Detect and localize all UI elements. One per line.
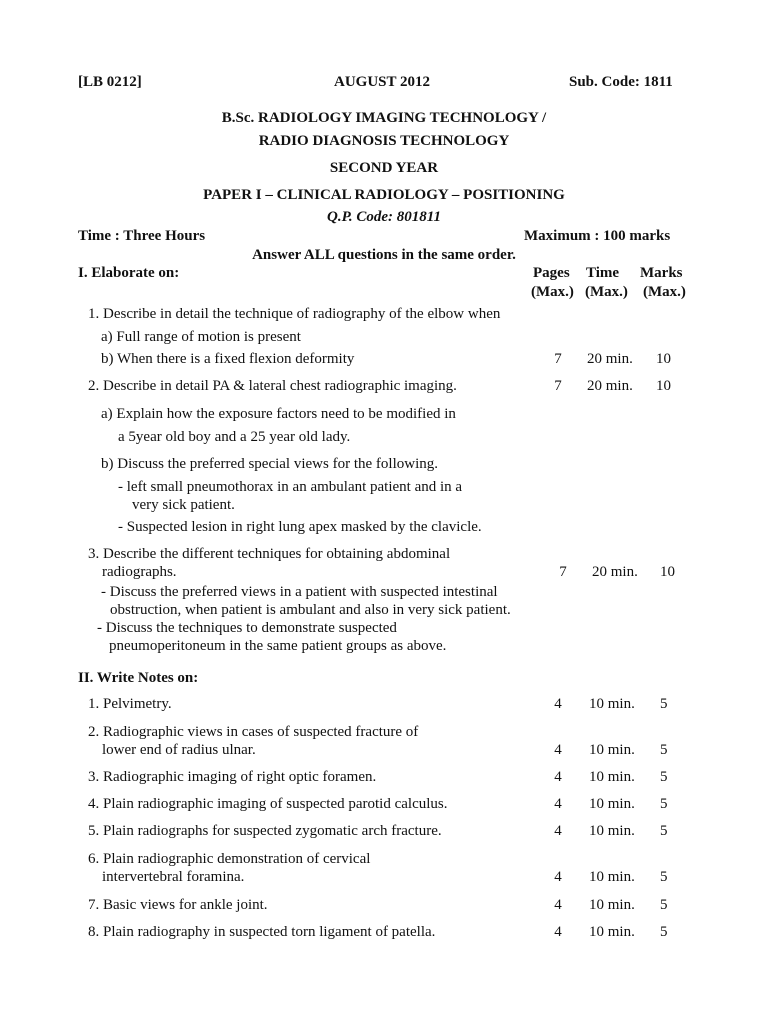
question3-sub2-line2: pneumoperitoneum in the same patient groups as above.: [109, 638, 447, 654]
question3-text-line2: radiographs.: [102, 564, 177, 580]
question2-part-a-line2: a 5year old boy and a 25 year old lady.: [118, 429, 351, 445]
question1-marks: 10: [656, 351, 671, 367]
col-pages-max: (Max.): [531, 284, 574, 300]
col-pages-header: Pages: [533, 265, 570, 281]
question1-part-a: a) Full range of motion is present: [101, 329, 301, 345]
question3-text-line1: 3. Describe the different techniques for obtaining abdominal: [88, 546, 451, 562]
note-item-time: 10 min.: [589, 742, 635, 758]
question2-time: 20 min.: [587, 378, 633, 394]
col-time-header: Time: [586, 265, 620, 281]
note-item-time: 10 min.: [589, 897, 635, 913]
note-item-pages: 4: [554, 796, 562, 812]
note-item-pages: 4: [554, 742, 562, 758]
note-item-line1: 7. Basic views for ankle joint.: [88, 897, 268, 913]
note-item-line1: 5. Plain radiographs for suspected zygomatic arch fracture.: [88, 823, 442, 839]
note-item-pages: 4: [554, 869, 562, 885]
note-item-marks: 5: [660, 696, 668, 712]
note-item-pages: 4: [554, 769, 562, 785]
paper-title: PAPER I – CLINICAL RADIOLOGY – POSITIONING: [203, 187, 565, 203]
note-item-marks: 5: [660, 897, 668, 913]
note-item-line1: 6. Plain radiographic demonstration of cervical: [88, 851, 371, 867]
section2-heading: II. Write Notes on:: [78, 670, 199, 686]
note-item-time: 10 min.: [589, 696, 635, 712]
question2-part-b1-line2: very sick patient.: [132, 497, 235, 513]
question1-time: 20 min.: [587, 351, 633, 367]
note-item-time: 10 min.: [589, 869, 635, 885]
note-item-time: 10 min.: [589, 796, 635, 812]
exam-month: AUGUST 2012: [334, 74, 430, 90]
note-item-line1: 3. Radiographic imaging of right optic foramen.: [88, 769, 377, 785]
note-item-time: 10 min.: [589, 823, 635, 839]
question3-sub2-line1: - Discuss the techniques to demonstrate suspected: [97, 620, 397, 636]
note-item-marks: 5: [660, 769, 668, 785]
note-item-line1: 4. Plain radiographic imaging of suspected parotid calculus.: [88, 796, 448, 812]
question1-pages: 7: [554, 351, 562, 367]
note-item-marks: 5: [660, 869, 668, 885]
note-item-pages: 4: [554, 696, 562, 712]
question3-sub1-line1: - Discuss the preferred views in a patient with suspected intestinal: [101, 584, 498, 600]
question1-text: 1. Describe in detail the technique of radiography of the elbow when: [88, 306, 501, 322]
question2-part-b: b) Discuss the preferred special views for the following.: [101, 456, 438, 472]
question1-part-b: b) When there is a fixed flexion deformity: [101, 351, 355, 367]
time-allowed: Time : Three Hours: [78, 228, 206, 244]
note-item-time: 10 min.: [589, 769, 635, 785]
question3-marks: 10: [660, 564, 675, 580]
note-item-marks: 5: [660, 924, 668, 940]
col-time-max: (Max.): [585, 284, 628, 300]
paper-ref: [LB 0212]: [78, 74, 142, 90]
col-marks-header: Marks: [640, 265, 683, 281]
note-item-pages: 4: [554, 924, 562, 940]
question3-sub1-line2: obstruction, when patient is ambulant and also in very sick patient.: [110, 602, 511, 618]
instruction: Answer ALL questions in the same order.: [252, 247, 516, 263]
question2-text: 2. Describe in detail PA & lateral chest radiographic imaging.: [88, 378, 457, 394]
course-title-line1: B.Sc. RADIOLOGY IMAGING TECHNOLOGY /: [221, 110, 547, 126]
question2-pages: 7: [554, 378, 562, 394]
question2-part-a-line1: a) Explain how the exposure factors need to be modified in: [101, 406, 456, 422]
question2-marks: 10: [656, 378, 671, 394]
year-title: SECOND YEAR: [329, 160, 439, 176]
note-item-time: 10 min.: [589, 924, 635, 940]
course-title-line2: RADIO DIAGNOSIS TECHNOLOGY: [258, 133, 510, 149]
note-item-marks: 5: [660, 796, 668, 812]
section1-heading: I. Elaborate on:: [78, 265, 180, 281]
note-item-line2: lower end of radius ulnar.: [102, 742, 256, 758]
question3-time: 20 min.: [592, 564, 638, 580]
qp-code: Q.P. Code: 801811: [327, 209, 441, 225]
question3-pages: 7: [559, 564, 567, 580]
note-item-line1: 1. Pelvimetry.: [88, 696, 172, 712]
maximum-marks: Maximum : 100 marks: [524, 228, 671, 244]
subject-code: Sub. Code: 1811: [569, 74, 673, 90]
question2-part-b2: - Suspected lesion in right lung apex masked by the clavicle.: [118, 519, 482, 535]
col-marks-max: (Max.): [643, 284, 686, 300]
note-item-line1: 2. Radiographic views in cases of suspected fracture of: [88, 724, 419, 740]
question2-part-b1-line1: - left small pneumothorax in an ambulant patient and in a: [118, 479, 463, 495]
note-item-pages: 4: [554, 897, 562, 913]
note-item-pages: 4: [554, 823, 562, 839]
note-item-line2: intervertebral foramina.: [102, 869, 245, 885]
note-item-line1: 8. Plain radiography in suspected torn ligament of patella.: [88, 924, 436, 940]
note-item-marks: 5: [660, 742, 668, 758]
note-item-marks: 5: [660, 823, 668, 839]
